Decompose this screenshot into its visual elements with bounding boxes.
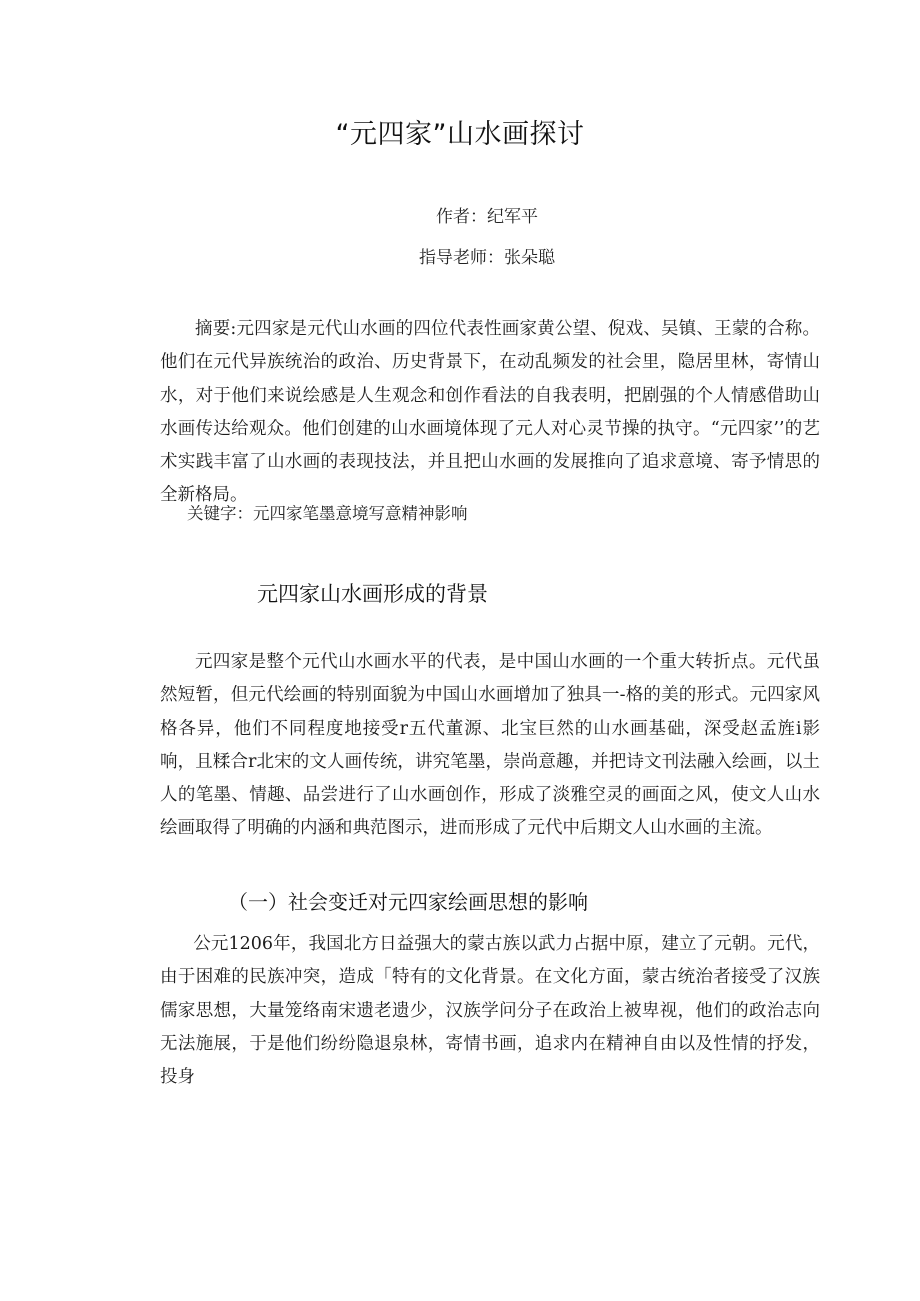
author-line: 作者：纪军平 [436,207,538,227]
body-paragraph-2: 公元1206年，我国北方日益强大的蒙古族以武力占据中原，建立了元朝。元代，由于困难的民族冲突，造成「特有的文化背景。在文化方面，蒙古统治者接受了汉族儒家思想，大量笼络南宋遗老遗少，汉族学问分子在政治上被卑视，他们的政治志向无法施展，于是他们纷纷隐退泉林，寄情书画，追求内在精神自由以及性情的抒发，投身 [160,934,820,1088]
abstract-label: 摘要: [195,319,237,339]
page-title: “元四家”山水画探讨 [335,119,585,150]
subsection-heading: （一）社会变迁对元四家绘画思想的影响 [228,890,588,914]
advisor-line: 指导老师：张朵聪 [419,248,555,268]
abstract-paragraph [160,313,820,513]
section-heading: 元四家山水画形成的背景 [257,582,488,606]
abstract-text: 元四家是元代山水画的四位代表性画家黄公望、倪戏、吴镇、王蒙的合称。他们在元代异族统治的政治、历史背景下，在动乱频发的社会里，隐居里林，寄情山水，对于他们来说绘感是人生观念和创作看法的自我表明，把剧强的个人情感借助山水画传达给观众。他们创建的山水画境体现了元人对心灵节操的执守。“元四家’’的艺术实践丰富了山水画的表现技法，并且把山水画的发展推向了追求意境、寄予情思的全新格局。 [160,319,820,506]
keywords-line: 关键字：元四家笔墨意境写意精神影响 [187,504,468,523]
body-paragraph-1: 元四家是整个元代山水画水平的代表，是中国山水画的一个重大转折点。元代虽然短暂，但元代绘画的特别面貌为中国山水画增加了独具一-格的美的形式。元四家风格各异，他们不同程度地接受r五代董源、北宝巨然的山水画基础，深受赵孟旌i影响，且糅合r北宋的文人画传统，讲究笔墨，崇尚意趣，并把诗文刊法融入绘画，以土人的笔墨、情趣、品尝进行了山水画创作，形成了淡雅空灵的画面之风，使文人山水绘画取得了明确的内涵和典范图示，进而形成了元代中后期文人山水画的主流。 [160,652,820,839]
